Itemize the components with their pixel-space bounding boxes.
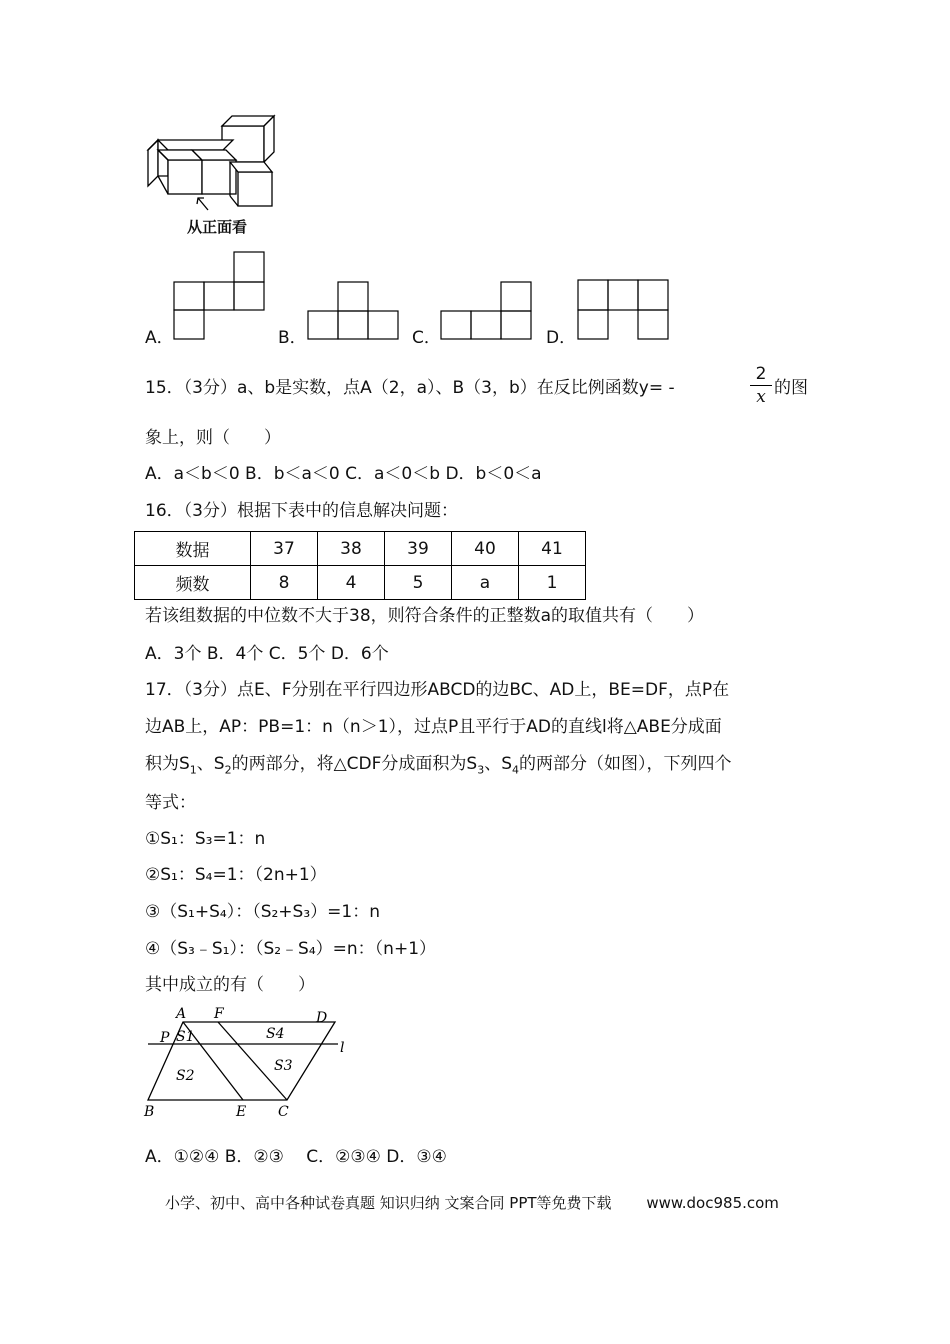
equation-4: ④（S₃﹣S₁）：（S₂﹣S₄）=n：（n+1） <box>145 939 437 959</box>
footer-text: 小学、初中、高中各种试卷真题 知识归纳 文案合同 PPT等免费下载 <box>165 1194 612 1212</box>
label-s1: S1 <box>176 1029 195 1045</box>
q17-ask: 其中成立的有（ ） <box>145 975 315 995</box>
table-cell: 5 <box>385 566 452 600</box>
table-cell: 1 <box>519 566 586 600</box>
label-b: B <box>144 1104 155 1120</box>
label-a: A <box>176 1006 187 1022</box>
table-cell: 8 <box>251 566 318 600</box>
label-s3: S3 <box>274 1058 293 1074</box>
equation-1: ①S₁：S₃=1：n <box>145 829 266 849</box>
label-p: P <box>160 1030 170 1046</box>
fraction-bar <box>750 385 772 386</box>
q17-line3-part: 的两部分，将△CDF分成面积为S <box>231 754 478 774</box>
q15-line1-tail: 的图 <box>774 378 808 398</box>
option-d-label: D． <box>546 328 577 348</box>
table-cell: 39 <box>385 532 452 566</box>
table-row <box>135 566 586 600</box>
q17-line3-part: 、S <box>196 754 225 774</box>
q16-title: 16．（3分）根据下表中的信息解决问题： <box>145 501 458 521</box>
q17-line3-part: 、S <box>484 754 512 774</box>
q17-line1: 17．（3分）点E、F分别在平行四边形ABCD的边BC、AD上，BE=DF，点P在 <box>145 680 730 700</box>
label-s2: S2 <box>176 1068 195 1084</box>
q17-options: A．①②④ B．②③ C．②③④ D．③④ <box>145 1147 447 1167</box>
option-c-label: C． <box>412 328 441 348</box>
option-c-figure <box>439 280 533 342</box>
q17-line3: 积为$S_1$、$S_2$的两部分，将△CDF分成面积为$S_3$、$S_4$的两部分（如图），下列四个 <box>145 754 732 777</box>
table-cell: 37 <box>251 532 318 566</box>
q17-line3-part: 的两部分（如图），下列四个 <box>519 754 732 774</box>
label-e: E <box>236 1104 247 1120</box>
parallelogram-figure <box>140 1004 360 1122</box>
q15-options: A．a＜b＜0 B．b＜a＜0 C．a＜0＜b D．b＜0＜a <box>145 464 542 484</box>
q17-line2: 边AB上，AP：PB=1：n（n＞1），过点P且平行于AD的直线l将△ABE分成面 <box>145 717 722 737</box>
table-row <box>135 532 586 566</box>
label-f: F <box>214 1006 224 1022</box>
q16-options: A．3个 B．4个 C．5个 D．6个 <box>145 644 389 664</box>
footer-url[interactable]: www.doc985.com <box>646 1194 779 1212</box>
fraction-numerator: 2 <box>755 364 767 384</box>
option-a-figure <box>172 250 266 342</box>
table-cell: 4 <box>318 566 385 600</box>
equation-2: ②S₁：S₄=1：（2n+1） <box>145 865 327 885</box>
option-b-label: B． <box>278 328 307 348</box>
equation-3: ③（S₁+S₄）：（S₂+S₃）=1：n <box>145 902 380 922</box>
table-cell: 40 <box>452 532 519 566</box>
label-l: l <box>340 1040 345 1056</box>
table-cell: 41 <box>519 532 586 566</box>
q17-line3-part: 积为S <box>145 754 190 774</box>
q15-line1-text: 15．（3分）a、b是实数，点A（2，a）、B（3，b）在反比例函数y= - <box>145 378 675 398</box>
view-caption: 从正面看 <box>187 218 248 236</box>
q17-line4: 等式： <box>145 793 196 813</box>
table-cell: 数据 <box>135 532 251 566</box>
label-d: D <box>316 1010 328 1026</box>
q15-line1 <box>145 377 675 399</box>
q15-line2: 象上，则（ ） <box>145 428 281 448</box>
footer <box>165 1192 779 1213</box>
label-s4: S4 <box>266 1026 285 1042</box>
frequency-table <box>134 531 586 600</box>
fraction-denominator: x <box>756 387 766 407</box>
table-cell: 38 <box>318 532 385 566</box>
fraction-2-over-x <box>750 364 772 407</box>
option-d-figure <box>576 278 670 342</box>
option-b-figure <box>306 280 400 342</box>
option-a-label: A． <box>145 328 174 348</box>
table-cell: 频数 <box>135 566 251 600</box>
q16-question: 若该组数据的中位数不大于38，则符合条件的正整数a的取值共有（ ） <box>145 606 705 626</box>
label-c: C <box>278 1104 289 1120</box>
table-cell: a <box>452 566 519 600</box>
cube-stack-figure <box>140 112 280 214</box>
